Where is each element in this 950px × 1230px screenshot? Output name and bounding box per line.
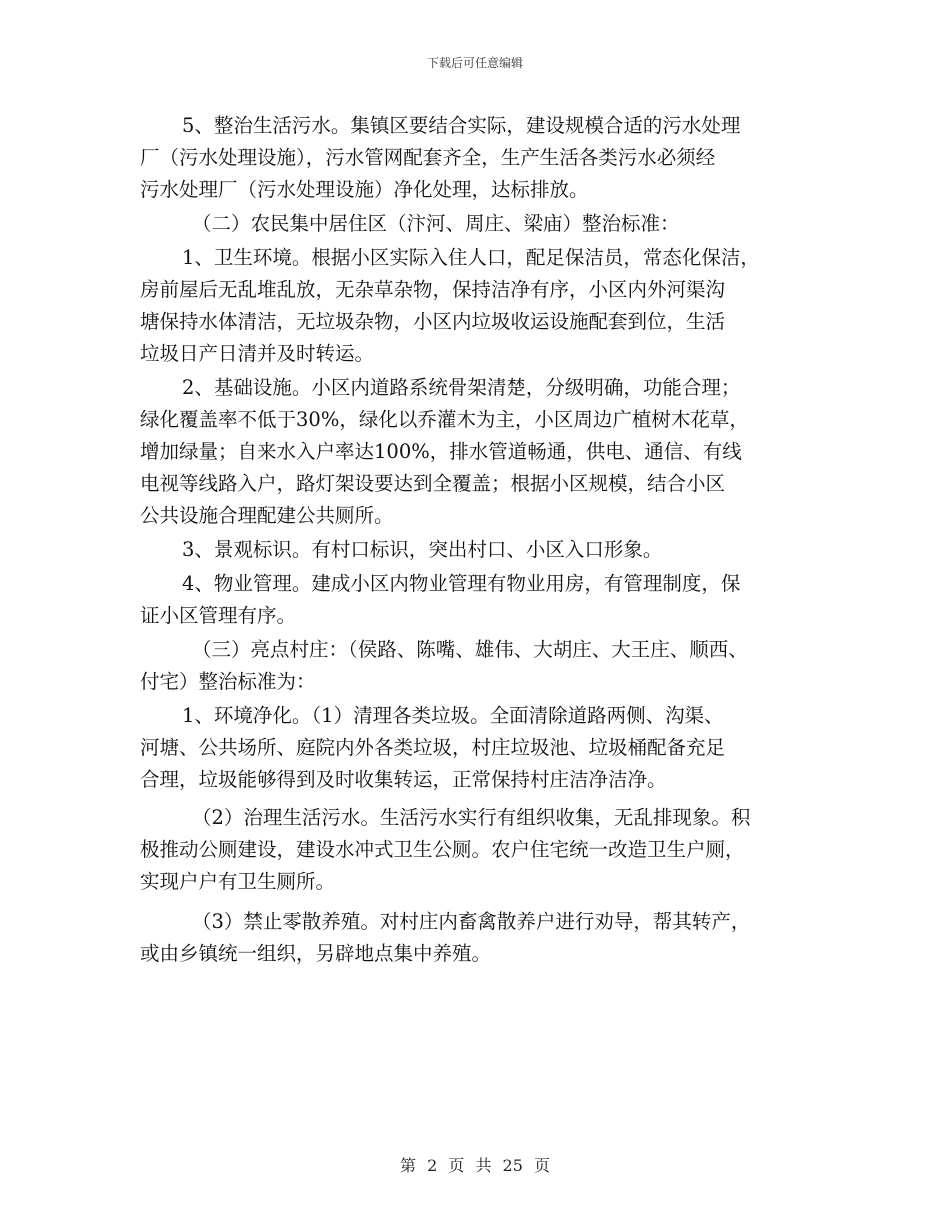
- paragraph-line: 证小区管理有序。: [140, 604, 297, 627]
- paragraph-line: 厂（污水处理设施），污水管网配套齐全，生产生活各类污水必须经: [140, 146, 716, 169]
- section-heading: （三）亮点村庄：（侯路、陈嘴、雄伟、大胡庄、大王庄、顺西、: [192, 638, 748, 661]
- paragraph-line: 塘保持水体清洁，无垃圾杂物，小区内垃圾收运设施配套到位，生活: [140, 310, 726, 333]
- paragraph-line: （2）治理生活污水。生活污水实行有组织收集，无乱排现象。积: [192, 806, 751, 829]
- section-heading: （二）农民集中居住区（汴河、周庄、梁庙）整治标准：: [192, 212, 680, 235]
- paragraph-line: 极推动公厕建设，建设水冲式卫生公厕。农户住宅统一改造卫生户厕，: [140, 838, 745, 861]
- paragraph-line: 公共设施合理配建公共厕所。: [140, 504, 394, 527]
- paragraph-line: 1、环境净化。（1）清理各类垃圾。全面清除道路两侧、沟渠、: [182, 704, 724, 727]
- page-header: 下载后可任意编辑: [426, 56, 523, 70]
- paragraph-line: 绿化覆盖率不低于30%，绿化以乔灌木为主，小区周边广植树木花草，: [140, 408, 749, 431]
- paragraph-line: 河塘、公共场所、庭院内外各类垃圾，村庄垃圾池、垃圾桶配备充足: [140, 736, 726, 759]
- paragraph-line: 付宅）整治标准为：: [140, 670, 316, 693]
- paragraph-line: 或由乡镇统一组织，另辟地点集中养殖。: [140, 942, 492, 965]
- document-body: [140, 110, 830, 970]
- paragraph-line: （3）禁止零散养殖。对村庄内畜禽散养户进行劝导，帮其转产，: [192, 910, 751, 933]
- paragraph-line: 2、基础设施。小区内道路系统骨架清楚，分级明确，功能合理；: [182, 376, 741, 399]
- paragraph-line: 合理，垃圾能够得到及时收集转运，正常保持村庄洁净洁净。: [140, 768, 667, 791]
- paragraph-line: 5、整治生活污水。集镇区要结合实际，建设规模合适的污水处理: [182, 114, 741, 137]
- paragraph-line: 4、物业管理。建成小区内物业管理有物业用房，有管理制度，保: [182, 572, 741, 595]
- paragraph-line: 1、卫生环境。根据小区实际入住人口，配足保洁员，常态化保洁，: [182, 246, 760, 269]
- paragraph-line: 3、景观标识。有村口标识，突出村口、小区入口形象。: [182, 538, 663, 561]
- paragraph-line: 污水处理厂（污水处理设施）净化处理，达标排放。: [140, 178, 589, 201]
- page-number: 第 2 页 共 25 页: [400, 1156, 550, 1175]
- paragraph-line: 电视等线路入户，路灯架设要达到全覆盖；根据小区规模，结合小区: [140, 472, 726, 495]
- paragraph-line: 房前屋后无乱堆乱放，无杂草杂物，保持洁净有序，小区内外河渠沟: [140, 278, 726, 301]
- paragraph-line: 增加绿量；自来水入户率达100%，排水管道畅通，供电、通信、有线: [140, 440, 742, 463]
- paragraph-line: 实现户户有卫生厕所。: [140, 870, 336, 893]
- paragraph-line: 垃圾日产日清并及时转运。: [140, 342, 375, 365]
